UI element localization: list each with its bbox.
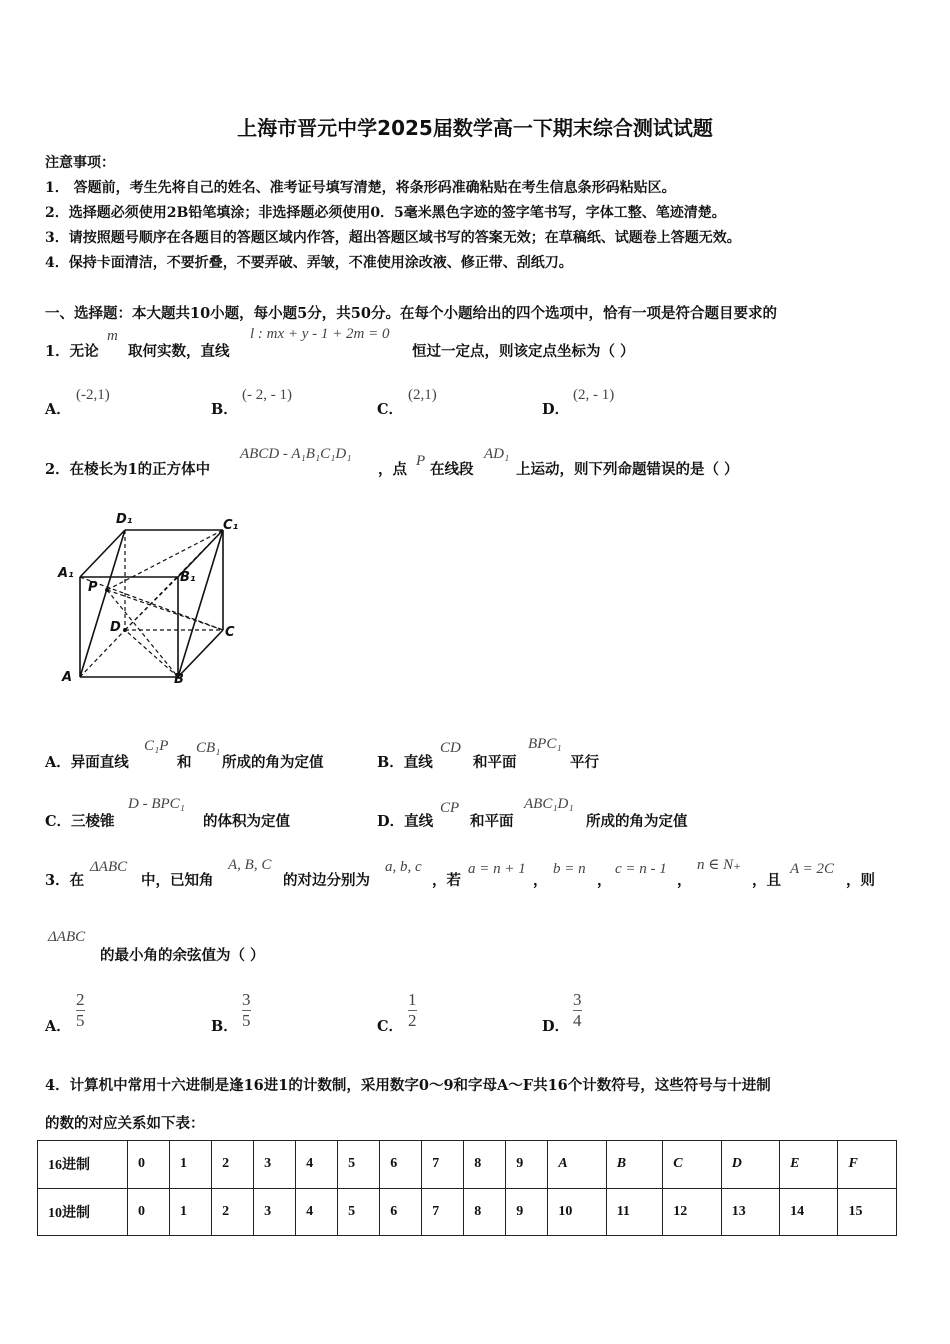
q3-angles: A, B, C [228, 857, 272, 873]
q3-t2: 的对边分别为 [283, 872, 370, 889]
q2-pre: 2．在棱长为1的正方体中 [45, 461, 211, 478]
q2-option-b-m2: BPC₁ [528, 736, 562, 752]
q1-line-equation: l : mx + y - 1 + 2m = 0 [250, 326, 390, 342]
q2-mid2: 在线段 [430, 461, 474, 478]
q1-option-c-value: (2,1) [408, 387, 437, 403]
cube-label-p: P [88, 580, 98, 595]
q3-triangle: ΔABC [90, 859, 128, 875]
q3-n: n ∈ N₊ [697, 857, 742, 873]
q3-option-c-numerator: 1 [408, 990, 417, 1009]
table-row-hex [38, 1141, 897, 1189]
q3-option-a-numerator: 2 [76, 990, 85, 1009]
table-cell: B [606, 1141, 663, 1189]
table-cell: 9 [506, 1188, 548, 1236]
q3-triangle-2: ΔABC [48, 929, 86, 945]
q3-option-a-denominator: 5 [76, 1011, 85, 1030]
q1-option-a-label: A． [45, 401, 71, 418]
q3-t5: ，则 [846, 872, 875, 889]
table-cell: 1 [170, 1188, 212, 1236]
q3-option-a-fraction [76, 990, 85, 1031]
cube-label-c1: C₁ [223, 518, 239, 533]
table-cell: 10 [548, 1188, 606, 1236]
q1-option-c-label: C． [377, 401, 404, 418]
q1-pre: 1．无论 [45, 343, 99, 360]
q2-segment: AD₁ [484, 446, 510, 462]
q3-sep-3: ， [677, 872, 692, 889]
q1-option-b-label: B． [211, 401, 238, 418]
q3-option-c-fraction [408, 990, 417, 1031]
table-cell: 5 [338, 1188, 380, 1236]
table-cell: 7 [422, 1141, 464, 1189]
q3-sep-2: ， [597, 872, 612, 889]
q2-option-a-m2: CB₁ [196, 740, 221, 756]
cube-label-a: A [62, 670, 73, 685]
cube-label-b: B [174, 672, 184, 687]
note-item-4: 4．保持卡面清洁，不要折叠，不要弄破、弄皱，不准使用涂改液、修正带、刮纸刀。 [45, 255, 573, 271]
note-item-2: 2．选择题必须使用2B铅笔填涂；非选择题必须使用0．5毫米黑色字迹的签字笔书写，字体工整、笔迹清楚。 [45, 205, 726, 221]
q2-option-d-t1: 和平面 [470, 813, 514, 830]
table-cell: 15 [838, 1188, 897, 1236]
table-cell: 12 [663, 1188, 721, 1236]
q3-condition: A = 2C [790, 861, 835, 877]
q1-m: m [107, 328, 118, 344]
q2-option-b-label: B．直线 [377, 754, 433, 771]
table-cell: C [663, 1141, 721, 1189]
table-cell: 14 [780, 1188, 838, 1236]
note-item-1: 1． 答题前，考生先将自己的姓名、准考证号填写清楚，将条形码准确粘贴在考生信息条形码粘贴区。 [45, 180, 676, 196]
q2-option-c-m1: D - BPC₁ [128, 796, 185, 812]
table-cell: 13 [721, 1188, 779, 1236]
table-cell: 7 [422, 1188, 464, 1236]
q2-option-d-label: D．直线 [377, 813, 434, 830]
q2-option-c-t1: 的体积为定值 [203, 813, 290, 830]
q3-option-d-numerator: 3 [573, 990, 582, 1009]
q2-mid: ，点 [378, 461, 407, 478]
q3-option-b-denominator: 5 [242, 1011, 251, 1030]
q2-option-a-m1: C₁P [144, 738, 169, 754]
q3-t4: ，且 [752, 872, 781, 889]
q3-line2: 的最小角的余弦值为（ ） [100, 947, 265, 964]
table-cell: A [548, 1141, 606, 1189]
q3-option-d-denominator: 4 [573, 1011, 582, 1030]
cube-label-d1: D₁ [116, 512, 133, 527]
q3-a: a = n + 1 [468, 861, 526, 877]
q3-option-b-fraction [242, 990, 251, 1031]
q2-option-b-t1: 和平面 [473, 754, 517, 771]
q1-option-a-value: (-2,1) [76, 387, 110, 403]
table-cell: 4 [296, 1141, 338, 1189]
table-cell: 1 [170, 1141, 212, 1189]
q3-option-c-denominator: 2 [408, 1011, 417, 1030]
q2-p: P [416, 453, 426, 469]
q1-option-d-value: (2, - 1) [573, 387, 615, 403]
table-cell: 11 [606, 1188, 663, 1236]
cube-label-a1: A₁ [58, 566, 74, 581]
table-cell: 6 [380, 1188, 422, 1236]
q3-t3: ，若 [432, 872, 461, 889]
q1-post: 恒过一定点，则该定点坐标为（ ） [412, 343, 635, 360]
q3-pre: 3．在 [45, 872, 85, 889]
q4-line2: 的数的对应关系如下表： [45, 1115, 205, 1132]
q4-line1: 4．计算机中常用十六进制是逢16进1的计数制，采用数字0～9和字母A～F共16个计数符号，这些符号与十进制 [45, 1077, 771, 1094]
q1-option-d-label: D． [542, 401, 570, 418]
q2-option-c-label: C．三棱锥 [45, 813, 115, 830]
table-row-head: 10进制 [38, 1188, 128, 1236]
table-cell: 8 [464, 1141, 506, 1189]
q2-option-b-t2: 平行 [570, 754, 599, 771]
table-row-head: 16进制 [38, 1141, 128, 1189]
table-cell: F [838, 1141, 897, 1189]
q2-post: 上运动，则下列命题错误的是（ ） [516, 461, 739, 478]
page-title: 上海市晋元中学2025届数学高一下期末综合测试试题 [237, 116, 713, 140]
table-cell: 2 [212, 1188, 254, 1236]
q3-option-b-numerator: 3 [242, 990, 251, 1009]
q3-option-d-label: D． [542, 1018, 570, 1035]
q2-option-d-t2: 所成的角为定值 [586, 813, 688, 830]
q2-option-a-t1: 和 [177, 754, 192, 771]
table-cell: 0 [128, 1188, 170, 1236]
table-cell: 0 [128, 1141, 170, 1189]
q2-option-a-t2: 所成的角为定值 [222, 754, 324, 771]
table-cell: 4 [296, 1188, 338, 1236]
q3-c: c = n - 1 [615, 861, 667, 877]
cube-figure [55, 505, 255, 695]
q1-option-b-value: (- 2, - 1) [242, 387, 292, 403]
table-cell: 2 [212, 1141, 254, 1189]
table-cell: 5 [338, 1141, 380, 1189]
table-cell: E [780, 1141, 838, 1189]
notes-heading: 注意事项： [45, 155, 115, 171]
q3-t1: 中，已知角 [141, 872, 214, 889]
q2-option-b-m1: CD [440, 740, 461, 756]
table-cell: 8 [464, 1188, 506, 1236]
q3-sides: a, b, c [385, 859, 422, 875]
q3-option-a-label: A． [45, 1018, 71, 1035]
q3-option-d-fraction [573, 990, 582, 1031]
q2-option-d-m2: ABC₁D₁ [524, 796, 574, 812]
q2-cube: ABCD - A₁B₁C₁D₁ [240, 446, 352, 462]
table-cell: 3 [254, 1141, 296, 1189]
q3-b: b = n [553, 861, 586, 877]
section-1-heading: 一、选择题：本大题共10小题，每小题5分，共50分。在每个小题给出的四个选项中，恰有一项是符合题目要求的 [45, 305, 777, 322]
table-cell: 6 [380, 1141, 422, 1189]
table-row-decimal [38, 1188, 897, 1236]
q3-option-c-label: C． [377, 1018, 404, 1035]
cube-label-c: C [225, 625, 235, 640]
q3-option-b-label: B． [211, 1018, 238, 1035]
q1-mid: 取何实数，直线 [128, 343, 230, 360]
cube-label-d: D [110, 620, 121, 635]
q2-option-a-label: A．异面直线 [45, 754, 129, 771]
table-cell: D [721, 1141, 779, 1189]
q3-sep-1: ， [533, 872, 548, 889]
hex-decimal-table [37, 1140, 897, 1236]
q2-option-d-m1: CP [440, 800, 460, 816]
cube-label-b1: B₁ [180, 570, 196, 585]
table-cell: 9 [506, 1141, 548, 1189]
table-cell: 3 [254, 1188, 296, 1236]
note-item-3: 3．请按照题号顺序在各题目的答题区域内作答，超出答题区域书写的答案无效；在草稿纸、试题卷上答题无效。 [45, 230, 741, 246]
